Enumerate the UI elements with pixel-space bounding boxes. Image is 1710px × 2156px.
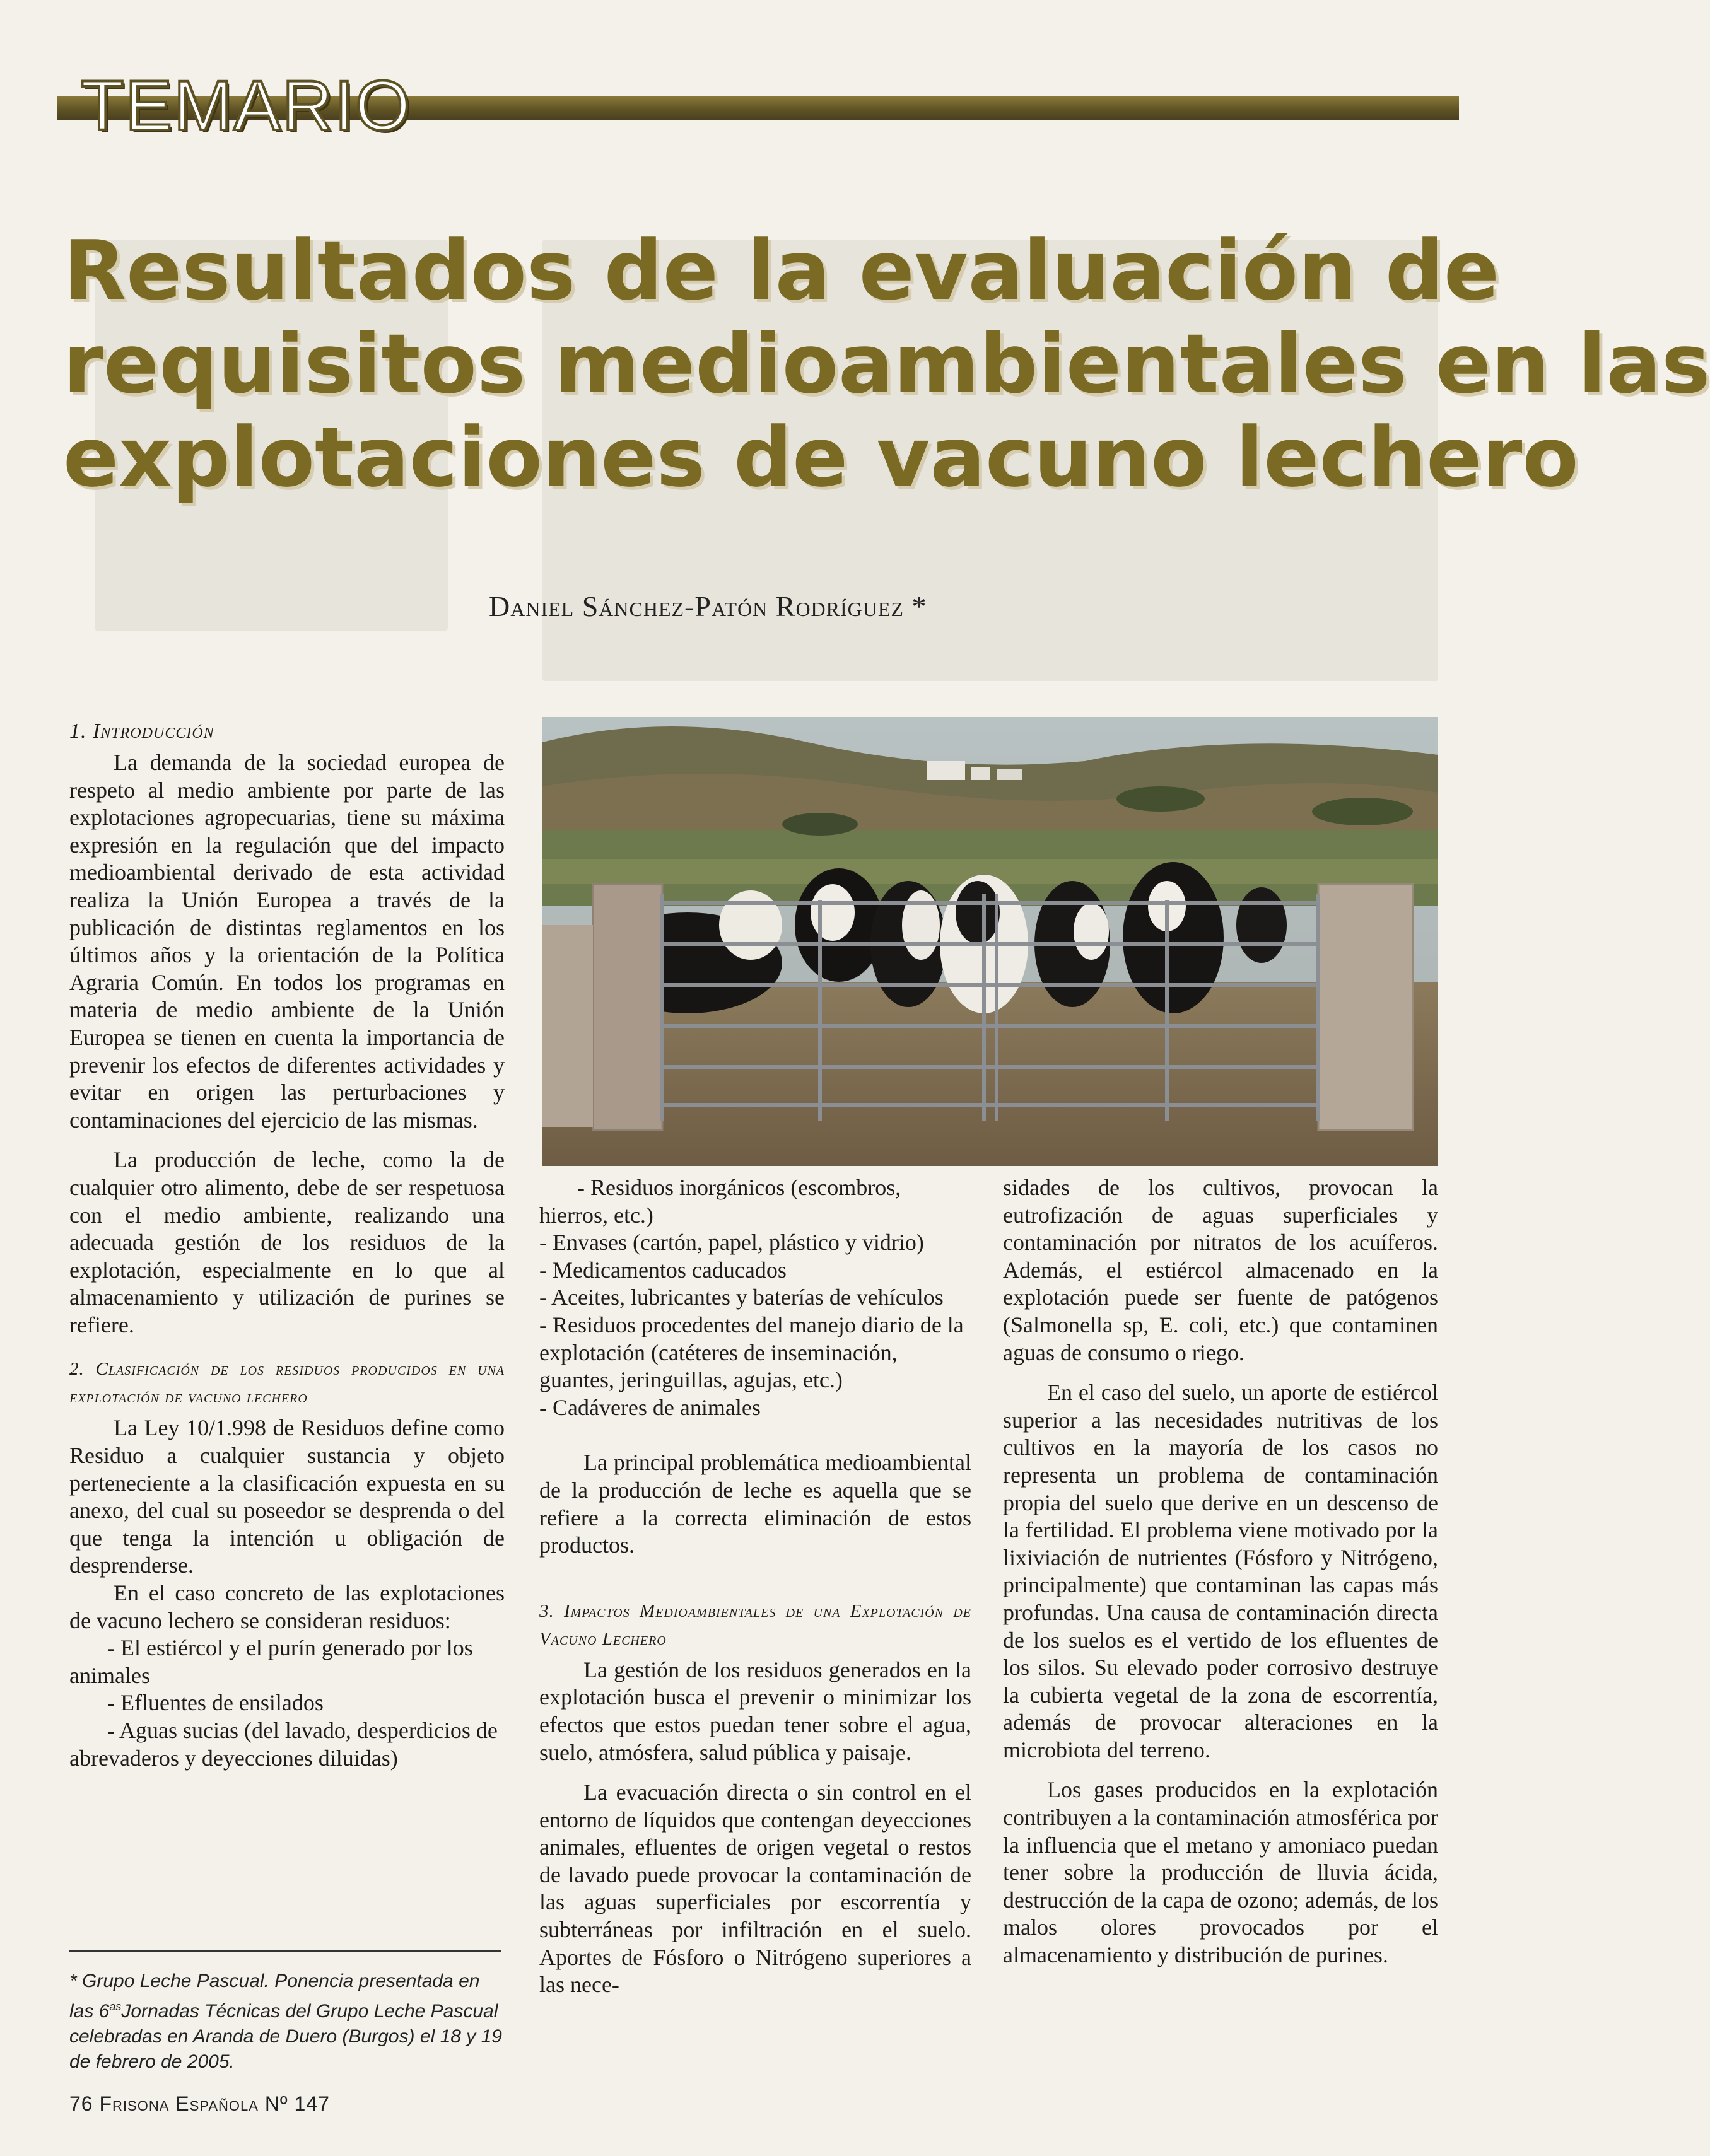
list-item: - Medicamentos caducados [539,1257,787,1283]
paragraph: sidades de los cultivos, provocan la eutrofización de aguas superficiales y contaminación por nitratos de los acuíferos. Además, el estiércol almacenado en la explotación puede ser fuente de patógenos (Salmonella sp, E. coli, etc.) que contaminen aguas de consumo o riego. [1003,1175,1438,1365]
list-item: - El estiércol y el purín generado por los animales [69,1635,473,1688]
column-2 [539,1174,971,1999]
paragraph: En el caso concreto de las explotaciones de vacuno lechero se consideran residuos: [69,1580,505,1633]
page-folio [69,2092,330,2116]
column-1 [69,718,505,1772]
page-number: 76 [69,2092,93,2115]
publication-name: Frisona Española [99,2092,259,2115]
title-line-1: Resultados de la evaluación de [63,223,1500,318]
footnote-text: * Grupo Leche Pascual. Ponencia presentada en las 6 [69,1971,480,2022]
cows-photo [542,717,1438,1166]
section-label: TEMARIO [81,66,412,145]
list-item: - Cadáveres de animales [539,1394,761,1420]
footnote-rule [69,1950,501,1952]
title-line-2: requisitos medioambientales en las [63,316,1710,412]
section-heading-2: 2. Clasificación de los residuos producidos en una explotación de vacuno lechero [69,1359,505,1407]
article-title [63,223,1710,505]
paragraph: La demanda de la sociedad europea de respeto al medio ambiente por parte de las explotaciones agropecuarias, tiene su máxima expresión en la regulación que del impacto medioambiental derivado de esta actividad realiza la Unión Europea a través de la publicación de distintas reglamentos en los últimos años y la orientación de la Política Agraria Común. En todos los programas en materia de medio ambiente de la Unión Europea se tienen en cuenta la importancia de prevenir los efectos de diferentes actividades y evitar en origen las perturbaciones y contaminaciones del ejercicio de las mismas. [69,750,505,1133]
paragraph: En el caso del suelo, un aporte de estiércol superior a las necesidades nutritivas de los cultivos en la mayoría de los casos no representa un problema de contaminación propia del suelo que derive en un descenso de la fertilidad. El problema viene motivado por la lixiviación de nutrientes (Fósforo y Nitrógeno, principalmente) que contaminan las capas más profundas. Una causa de contaminación directa de los suelos es el vertido de los efluentes de los silos. Su elevado poder corrosivo destruye la cubierta vegetal de la zona de escorrentía, además de provocar alteraciones en la microbiota del terreno. [1003,1380,1438,1763]
section-heading-1: 1. Introducción [69,720,214,743]
list-item: - Residuos inorgánicos (escombros, hierros, etc.) [539,1175,901,1228]
author-byline: Daniel Sánchez-Patón Rodríguez * [489,590,927,622]
footnote [69,1969,505,2075]
column-3 [1003,1174,1438,1969]
paragraph: La evacuación directa o sin control en el entorno de líquidos que contengan deyecciones animales, efluentes de origen vegetal o restos de lavado puede provocar la contaminación de las aguas superficiales por escorrentía y subterráneas por infiltración en el suelo. Aportes de Fósforo o Nitrógeno superiores a las nece- [539,1780,971,1998]
list-item: - Envases (cartón, papel, plástico y vidrio) [539,1230,924,1256]
list-item: - Aguas sucias (del lavado, desperdicios de abrevaderos y deyecciones diluidas) [69,1718,498,1771]
footnote-text-cont: Jornadas Técnicas del Grupo Leche Pascual celebradas en Aranda de Duero (Burgos) el 18 y 19 de febrero de 2005. [69,2001,502,2072]
list-item: - Efluentes de ensilados [107,1690,324,1716]
paragraph: Los gases producidos en la explotación contribuyen a la contaminación atmosférica por la influencia que el metano y amoniaco puedan tener sobre la producción de lluvia ácida, destrucción de la capa de ozono; además, de los malos olores provocados por el almacenamiento y distribución de purines. [1003,1777,1438,1968]
footnote-superscript: as [109,2000,122,2013]
list-item: - Residuos procedentes del manejo diario de la explotación (catéteres de inseminación, guantes, jeringuillas, agujas, etc.) [539,1312,964,1393]
title-line-3: explotaciones de vacuno lechero [63,409,1579,505]
section-heading-3: 3. Impactos Medioambientales de una Explotación de Vacuno Lechero [539,1600,971,1649]
paragraph: La producción de leche, como la de cualquier otro alimento, debe de ser respetuosa con el medio ambiente, realizando una adecuada gestión de los residuos de la explotación, especialmente en lo que al almacenamiento y utilización de purines se refiere. [69,1147,505,1337]
paragraph: La gestión de los residuos generados en la explotación busca el prevenir o minimizar los efectos que estos puedan tener sobre el agua, suelo, atmósfera, salud pública y paisaje. [539,1657,971,1765]
issue-number: Nº 147 [264,2092,330,2115]
list-item: - Aceites, lubricantes y baterías de vehículos [539,1285,944,1310]
paragraph: La Ley 10/1.998 de Residuos define como Residuo a cualquier sustancia y objeto perteneciente a la clasificación expuesta en su anexo, del cual su poseedor se desprenda o del que tenga la intención u obligación de desprenderse. [69,1415,505,1578]
paragraph: La principal problemática medioambiental de la producción de leche es aquella que se refiere a la correcta eliminación de estos productos. [539,1450,971,1558]
